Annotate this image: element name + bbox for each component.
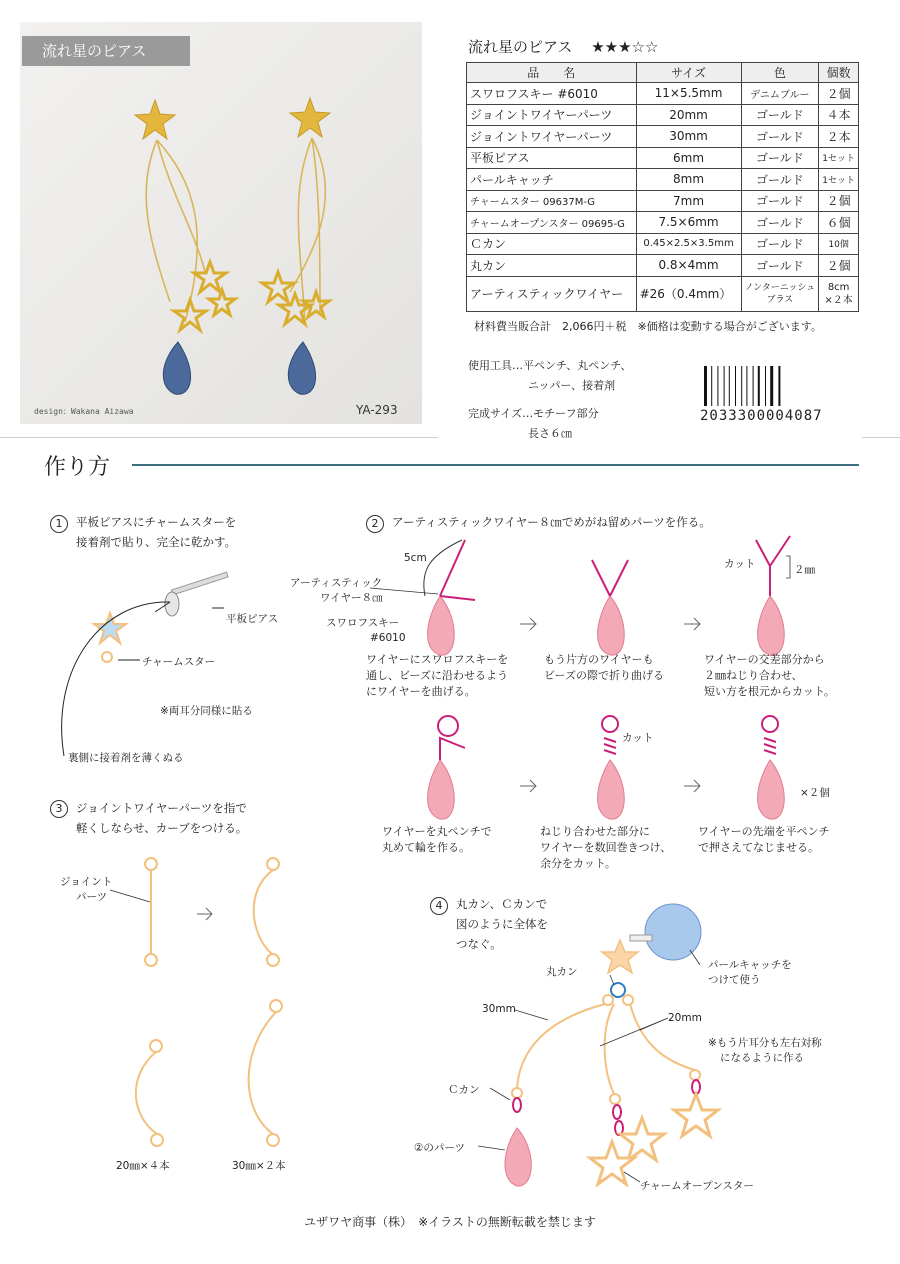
step3-line2: 軽くしならせ、カーブをつける。 [76,821,248,835]
step1-number: 1 [50,515,68,533]
step1-text [76,512,236,552]
step2-desc-a [366,652,508,700]
label-pearl-line1: パールキャッチを [708,959,792,971]
step4-line1: 丸カン、Ｃカンで [456,897,548,911]
cell-name: 丸カン [467,255,637,277]
cell-size: 6mm [636,147,741,169]
label-30mm-x2: 30㎜×２本 [232,1160,286,1172]
desc-b2: ビーズの際で折り曲げる [544,669,665,682]
label-part2: ②のパーツ [414,1142,465,1154]
label-marukan: 丸カン [546,966,578,978]
cell-qty: ２個 [819,255,859,277]
cell-name: アーティスティックワイヤー [467,276,637,311]
cell-size: 7.5×6mm [636,212,741,234]
cell-size: #26（0.4mm） [636,276,741,311]
cell-color-line2: ブラス [766,294,794,305]
desc-a1: ワイヤーにスワロフスキーを [366,653,509,666]
step3-illustration [110,858,282,1146]
desc-e2: ワイヤーを数回巻きつけ、 [540,841,672,854]
pearl-catch-icon [645,904,701,960]
cell-color: ゴールド [741,255,819,277]
label-30mm: 30mm [482,1003,516,1015]
cell-size: 8mm [636,169,741,191]
cell-color: ゴールド [741,212,819,234]
cell-color: ゴールド [741,147,819,169]
step2-desc-b [544,652,664,684]
cell-qty: ２本 [819,126,859,148]
label-swarovski [326,616,406,646]
barcode-number: 2033300004087 [700,408,823,424]
step2-row1 [370,536,790,655]
photo-title: 流れ星のピアス [22,36,190,66]
cell-name: Ｃカン [467,233,637,255]
step4-text [456,894,548,954]
cell-color-line1: ノンターニッシュ [744,282,816,293]
cell-size: 0.8×4mm [636,255,741,277]
cell-qty: ６個 [819,212,859,234]
label-cut-2: カット [622,732,654,744]
label-open-star: チャームオープンスター [640,1180,754,1192]
desc-a3: にワイヤーを曲げる。 [366,685,476,698]
copyright: ユザワヤ商事（株） ※イラストの無断転載を禁じます [304,1215,596,1229]
page-title-text: 流れ星のピアス [468,38,573,56]
step4-note-line2: になるように作る [720,1052,804,1064]
label-x2: ×２個 [800,787,830,799]
step2-title: アーティスティックワイヤー８㎝でめがね留めパーツを作る。 [392,515,711,529]
label-2mm: ２㎜ [794,564,815,576]
step4-note [708,1036,822,1066]
cell-qty: 1セット [819,169,859,191]
label-joint [60,875,112,905]
cell-size: 0.45×2.5×3.5mm [636,233,741,255]
cell-qty: 10個 [819,233,859,255]
cell-color: ゴールド [741,104,819,126]
step2-desc-d [382,824,492,856]
cell-qty-line2: ×２本 [824,294,853,306]
step2-desc-f [698,824,830,856]
cell-qty-line1: 8cm [827,281,850,293]
price-note: 材料費当販合計 2,066円＋税 ※価格は変動する場合がございます。 [474,320,822,333]
step3-text [76,798,247,838]
cell-size: 7mm [636,190,741,212]
cell-name: 平板ピアス [467,147,637,169]
header-qty: 個数 [819,63,859,83]
step2-desc-c [704,652,835,700]
desc-d2: 丸めて輪を作る。 [382,841,470,854]
label-swaro-line2: #6010 [370,632,406,644]
step2-desc-e [540,824,671,872]
desc-c1: ワイヤーの交差部分から [704,653,825,666]
label-wire-line1: アーティスティック [290,577,383,589]
desc-b1: もう片方のワイヤーも [544,653,654,666]
cell-qty: ２個 [819,83,859,105]
cell-qty: ２個 [819,190,859,212]
label-20mm: 20mm [668,1012,702,1024]
desc-e3: 余分をカット。 [540,857,616,870]
cell-color: デニムブルー [741,83,819,105]
cell-size: 11×5.5mm [636,83,741,105]
label-pearl [708,958,792,988]
difficulty-stars: ★★★☆☆ [591,38,659,56]
step1-line1: 平板ピアスにチャームスターを [76,515,237,529]
label-wire [290,576,383,606]
label-charm-star: チャームスター [142,656,216,668]
label-ckan: Ｃカン [448,1084,480,1096]
step4-line3: つなぐ。 [456,937,502,951]
label-joint-line1: ジョイント [60,876,113,888]
cell-size: 30mm [636,126,741,148]
label-5cm: 5cm [404,552,427,564]
cell-name: スワロフスキー #6010 [467,83,637,105]
label-swaro-line1: スワロフスキー [326,617,400,629]
step1-note: ※両耳分同様に貼る [160,705,253,717]
step1-back-note: 裏側に接着剤を薄くぬる [68,752,184,764]
size-line2: 長さ６㎝ [528,427,572,440]
product-code: YA-293 [356,403,398,417]
step2-row2 [428,716,785,819]
step4-line2: 図のように全体を [456,917,548,931]
size-line1: 完成サイズ…モチーフ部分 [468,407,599,420]
desc-d1: ワイヤーを丸ペンチで [382,825,492,838]
cell-color: ゴールド [741,190,819,212]
label-wire-line2: ワイヤー８㎝ [320,592,383,604]
desc-e1: ねじり合わせた部分に [540,825,650,838]
cell-color: ゴールド [741,233,819,255]
desc-c3: 短い方を根元からカット。 [704,685,835,698]
desc-c2: ２㎜ねじり合わせ、 [704,669,803,682]
cell-qty: 1セット [819,147,859,169]
label-pearl-line2: つけて使う [708,974,761,986]
label-earring: 平板ピアス [226,613,279,625]
step2-number: 2 [366,515,384,533]
cell-name: パールキャッチ [467,169,637,191]
cell-qty: ４本 [819,104,859,126]
label-joint-line2: パーツ [76,891,108,903]
cell-size: 20mm [636,104,741,126]
desc-f2: で押さえてなじませる。 [698,841,819,854]
step4-note-line1: ※もう片耳分も左右対称 [708,1037,822,1049]
desc-a2: 通し、ビーズに沿わせるよう [366,669,509,682]
cell-name: ジョイントワイヤーパーツ [467,104,637,126]
designer-credit: design：Wakana Aizawa [34,407,134,416]
desc-f1: ワイヤーの先端を平ペンチ [698,825,830,838]
cell-name: ジョイントワイヤーパーツ [467,126,637,148]
step3-number: 3 [50,800,68,818]
charm-star-icon [94,613,126,643]
cell-color: ゴールド [741,169,819,191]
cell-name: チャームスター 09637M-G [467,190,637,212]
step3-line1: ジョイントワイヤーパーツを指で [76,801,247,815]
step4-number: 4 [430,897,448,915]
tools-line2: ニッパー、接着剤 [528,379,616,392]
tools-line1: 使用工具…平ペンチ、丸ペンチ、 [468,359,632,372]
step1-line2: 接着剤で貼り、完全に乾かす。 [76,535,237,549]
header-name: 品 名 [467,63,637,83]
cell-color: ゴールド [741,126,819,148]
label-20mm-x4: 20㎜×４本 [116,1160,170,1172]
header-color: 色 [741,63,819,83]
section-title: 作り方 [44,455,111,480]
label-cut: カット [724,558,756,570]
cell-name: チャームオープンスター 09695-G [467,212,637,234]
header-size: サイズ [636,63,741,83]
